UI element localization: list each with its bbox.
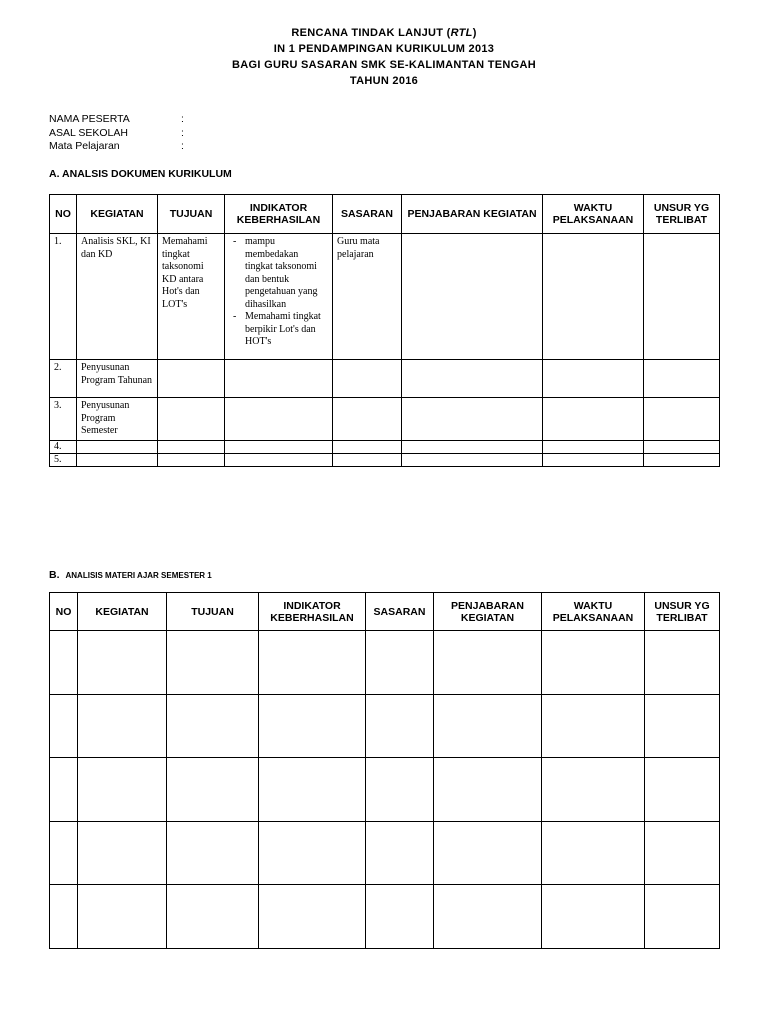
column-header: KEGIATAN [77, 195, 158, 234]
table-row [50, 631, 720, 695]
table-row [50, 440, 720, 453]
column-header: TUJUAN [158, 195, 225, 234]
cell-sasaran [333, 360, 402, 398]
cell-tujuan [158, 453, 225, 466]
cell-sasaran [333, 440, 402, 453]
cell-penjabaran [402, 398, 543, 441]
table-header-row [50, 195, 720, 234]
document-title [0, 25, 768, 89]
cell-unsur [644, 234, 720, 360]
cell-unsur [644, 360, 720, 398]
indikator-item: - Memahami tingkat berpikir Lot's dan HOT's [229, 311, 328, 349]
identity-row-name: NAMA PESERTA : [49, 113, 184, 125]
section-a-heading: A. ANALSIS DOKUMEN KURIKULUM [49, 168, 232, 180]
column-header: PENJABARAN KEGIATAN [402, 195, 543, 234]
column-header: UNSUR YG TERLIBAT [644, 195, 720, 234]
identity-row-school: ASAL SEKOLAH : [49, 126, 184, 139]
title-line-2: IN 1 PENDAMPINGAN KURIKULUM 2013 [273, 43, 495, 55]
column-header: KEGIATAN [78, 593, 167, 631]
title-line-3: BAGI GURU SASARAN SMK SE-KALIMANTAN TENGAH [232, 59, 536, 71]
cell-indikator [225, 440, 333, 453]
cell-no: 3. [50, 398, 77, 441]
column-header: PENJABARAN KEGIATAN [434, 593, 542, 631]
cell-no: 2. [50, 360, 77, 398]
cell-tujuan [158, 360, 225, 398]
cell-sasaran [333, 398, 402, 441]
section-b-heading: B. ANALISIS MATERI AJAR SEMESTER 1 [49, 569, 212, 581]
cell-kegiatan [77, 453, 158, 466]
cell-unsur [644, 398, 720, 441]
column-header: SASARAN [333, 195, 402, 234]
column-header: INDIKATOR KEBERHASILAN [259, 593, 366, 631]
table-row [50, 758, 720, 822]
cell-penjabaran [402, 360, 543, 398]
cell-tujuan [158, 398, 225, 441]
table-row [50, 398, 720, 441]
cell-indikator [225, 398, 333, 441]
cell-penjabaran [402, 453, 543, 466]
cell-indikator [225, 360, 333, 398]
cell-waktu [543, 453, 644, 466]
cell-sasaran: Guru mata pelajaran [333, 234, 402, 360]
cell-kegiatan [77, 440, 158, 453]
identity-row-subject: Mata Pelajaran : [49, 140, 184, 152]
column-header: TUJUAN [167, 593, 259, 631]
cell-waktu [543, 398, 644, 441]
table-row [50, 822, 720, 885]
cell-unsur [644, 440, 720, 453]
cell-penjabaran [402, 440, 543, 453]
cell-waktu [543, 440, 644, 453]
cell-penjabaran [402, 234, 543, 360]
cell-indikator [225, 234, 333, 360]
cell-no: 1. [50, 234, 77, 360]
title-line-1: RENCANA TINDAK LANJUT (RTL) [291, 27, 477, 39]
cell-tujuan [158, 440, 225, 453]
cell-tujuan: Memahami tingkat taksonomi KD antara Hot's dan LOT's [158, 234, 225, 360]
title-line-4: TAHUN 2016 [349, 75, 419, 87]
column-header: WAKTU PELAKSANAAN [542, 593, 645, 631]
column-header: SASARAN [366, 593, 434, 631]
cell-kegiatan: Penyusunan Program Semester [77, 398, 158, 441]
table-row [50, 885, 720, 949]
cell-sasaran [333, 453, 402, 466]
column-header: NO [50, 593, 78, 631]
table-row [50, 453, 720, 466]
cell-waktu [543, 234, 644, 360]
cell-unsur [644, 453, 720, 466]
table-row [50, 360, 720, 398]
cell-indikator [225, 453, 333, 466]
cell-kegiatan: Analisis SKL, KI dan KD [77, 234, 158, 360]
participant-identity [49, 113, 184, 154]
table-row [50, 695, 720, 758]
table-section-a [49, 194, 720, 467]
column-header: INDIKATOR KEBERHASILAN [225, 195, 333, 234]
column-header: UNSUR YG TERLIBAT [645, 593, 720, 631]
cell-kegiatan: Penyusunan Program Tahunan [77, 360, 158, 398]
indikator-item: - mampu membedakan tingkat taksonomi dan bentuk pengetahuan yang dihasilkan [229, 236, 328, 311]
table-section-b [49, 592, 720, 949]
cell-no: 5. [50, 453, 77, 466]
table-row [50, 234, 720, 360]
cell-no: 4. [50, 440, 77, 453]
column-header: NO [50, 195, 77, 234]
cell-waktu [543, 360, 644, 398]
table-header-row [50, 593, 720, 631]
column-header: WAKTU PELAKSANAAN [543, 195, 644, 234]
